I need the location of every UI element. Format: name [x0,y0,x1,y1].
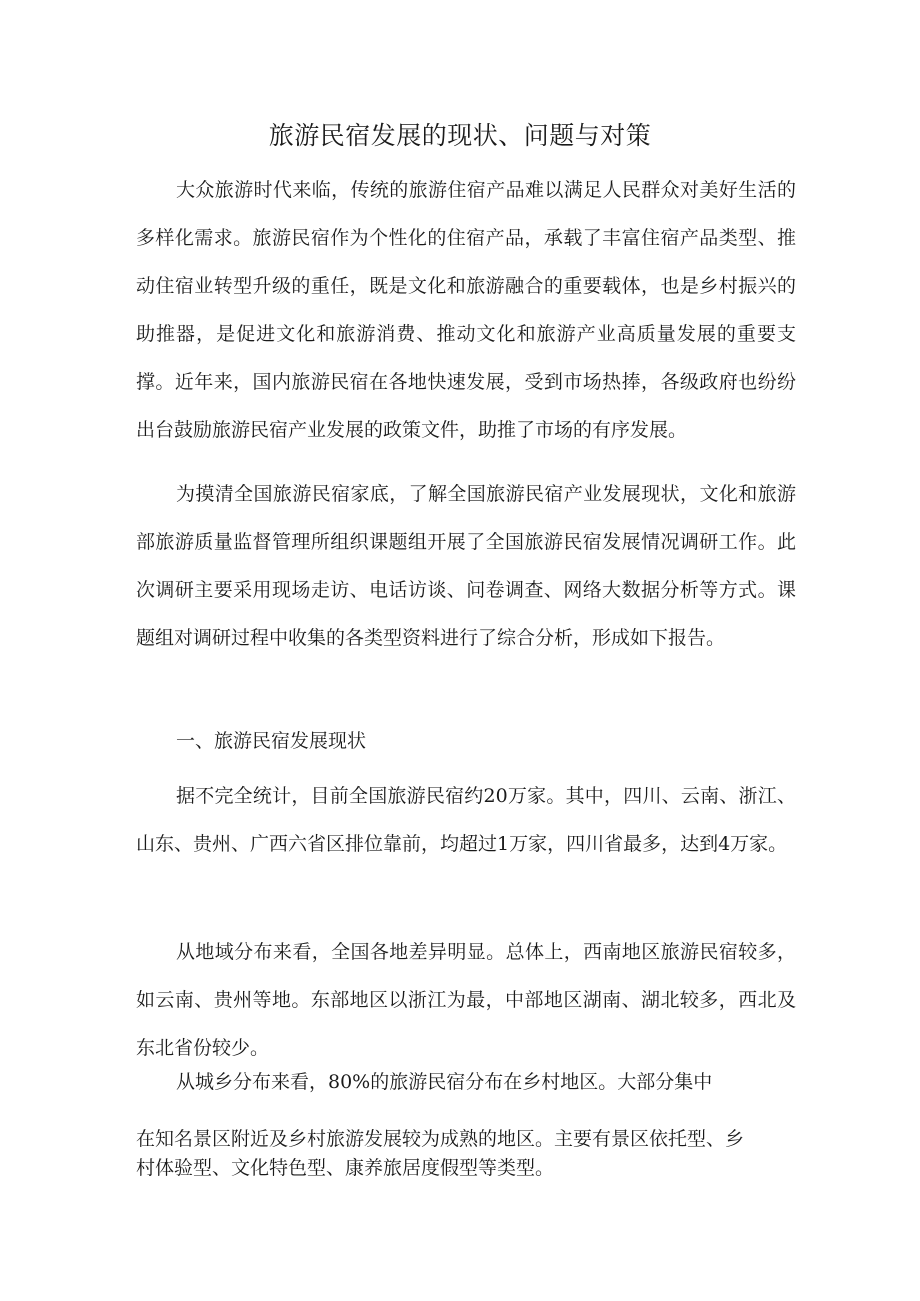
section-paragraph-2: 从地域分布来看，全国各地差异明显。总体上，西南地区旅游民宿较多，如云南、贵州等地。东部地区以浙江为最，中部地区湖南、湖北较多，西北及东北省份较少。 [136,941,796,1059]
intro-paragraph-2: 为摸清全国旅游民宿家底，了解全国旅游民宿产业发展现状，文化和旅游部旅游质量监督管理所组织课题组开展了全国旅游民宿发展情况调研工作。此次调研主要采用现场走访、电话访谈、问卷调查、网络大数据分析等方式。课题组对调研过程中收集的各类型资料进行了综合分析，形成如下报告。 [136,483,796,649]
section-heading: 一、旅游民宿发展现状 [176,730,367,752]
document-title: 旅游民宿发展的现状、问题与对策 [268,121,652,150]
section-paragraph-1: 据不完全统计，目前全国旅游民宿约20万家。其中，四川、云南、浙江、山东、贵州、广西六省区排位靠前，均超过1万家，四川省最多，达到4万家。 [136,785,796,855]
intro-paragraph-1: 大众旅游时代来临，传统的旅游住宿产品难以满足人民群众对美好生活的多样化需求。旅游民宿作为个性化的住宿产品，承载了丰富住宿产品类型、推动住宿业转型升级的重任，既是文化和旅游融合的重要载体，也是乡村振兴的助推器，是促进文化和旅游消费、推动文化和旅游产业高质量发展的重要支撑。近年来，国内旅游民宿在各地快速发展，受到市场热捧，各级政府也纷纷出台鼓励旅游民宿产业发展的政策文件，助推了市场的有序发展。 [136,179,796,441]
paragraph-line: 在知名景区附近及乡村旅游发展较为成熟的地区。主要有景区依托型、乡 [136,1128,745,1150]
paragraph-line: 村体验型、文化特色型、康养旅居度假型等类型。 [136,1157,555,1179]
paragraph-line: 从城乡分布来看，80%的旅游民宿分布在乡村地区。大部分集中 [176,1071,713,1093]
